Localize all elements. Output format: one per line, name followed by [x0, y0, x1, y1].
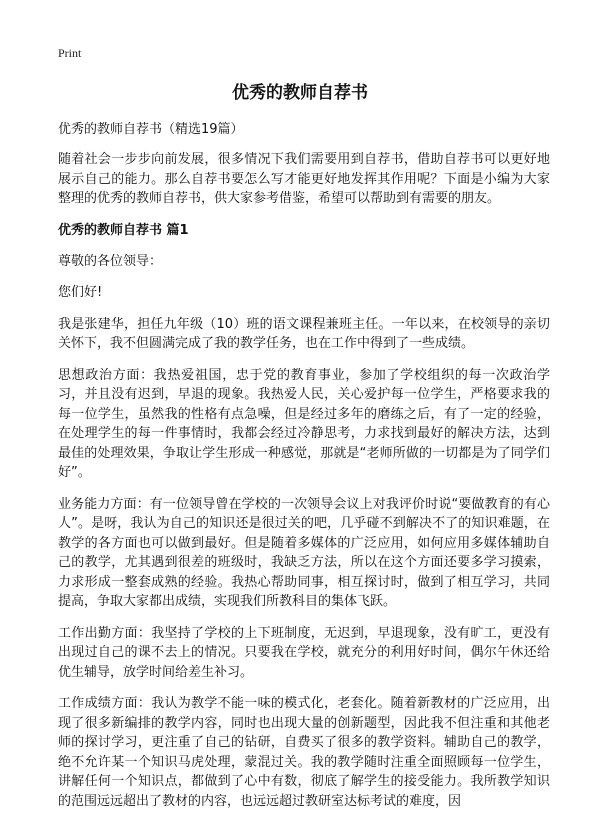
body-paragraph: 业务能力方面：有一位领导曾在学校的一次领导会议上对我评价时说“要做教育的有心人”。是呀，我认为自己的知识还是很过关的吧，几乎碰不到解决不了的知识难题，在教学的各方面也可以做到最好。但是随着多媒体的广泛应用，如何应用多媒体辅助自己的教学，尤其遇到很差的班级时，我缺乏方法，所以在这个方面还要多学习摸索，力求形成一整套成熟的经验。我热心帮助同事，相互探讨时，做到了相互学习，共同提高，争取大家都出成绩，实现我们所教科目的集体飞跃。 [58, 496, 550, 609]
body-paragraph: 工作出勤方面：我坚持了学校的上下班制度，无迟到，早退现象，没有旷工，更没有出现过自己的课不去上的情况。只要我在学校，就充分的利用好时间，偶尔午休还给优生辅导，放学时间给差生补习。 [58, 625, 550, 680]
body-paragraph: 工作成绩方面：我认为教学不能一味的模式化，老套化。随着新教材的广泛应用，出现了很多新编排的教学内容，同时也出现大量的创新题型，因此我不但注重和其他老师的探讨学习，更注重了自己的钻研，自费买了很多的教学资料。辅助自己的教学，绝不允许某一个知识马虎处理，蒙混过关。我的教学随时注重全面照顾每一位学生，讲解任何一个知识点，都做到了心中有数，彻底了解学生的接受能力。我所教学知识的范围远远超出了教材的内容，也远远超过教研室达标考试的难度，因 [58, 696, 550, 809]
page-title: 优秀的教师自荐书 [232, 83, 368, 103]
section-heading: 优秀的教师自荐书 篇1 [58, 222, 189, 238]
greeting: 您们好! [58, 285, 103, 300]
print-link[interactable]: Print [58, 46, 82, 60]
document-body [58, 120, 550, 823]
document-subtitle: 优秀的教师自荐书（精选19篇） [58, 122, 244, 137]
salutation: 尊敬的各位领导： [58, 253, 163, 269]
body-paragraph: 思想政治方面：我热爱祖国，忠于党的教育事业，参加了学校组织的每一次政治学习，并且没有迟到，早退的现象。我热爱人民，关心爱护每一位学生，严格要求我的每一位学生，虽然我的性格有点急噪，但是经过多年的磨练之后，有了一定的经验，在处理学生的每一件事情时，我都会经过冷静思考，力求找到最好的解决方法，达到最佳的处理效果，争取让学生形成一种感觉，那就是“老师所做的一切都是为了同学们好”。 [58, 367, 550, 480]
intro-paragraph: 随着社会一步步向前发展，很多情况下我们需要用到自荐书，借助自荐书可以更好地展示自己的能力。那么自荐书要怎么写才能更好地发挥其作用呢？下面是小编为大家整理的优秀的教师自荐书，供大家参考借鉴，希望可以帮助到有需要的朋友。 [58, 152, 550, 206]
body-paragraph: 我是张建华，担任九年级（10）班的语文课程兼班主任。一年以来，在校领导的亲切关怀下，我不但圆满完成了我的教学任务，也在工作中得到了一些成绩。 [58, 316, 550, 351]
